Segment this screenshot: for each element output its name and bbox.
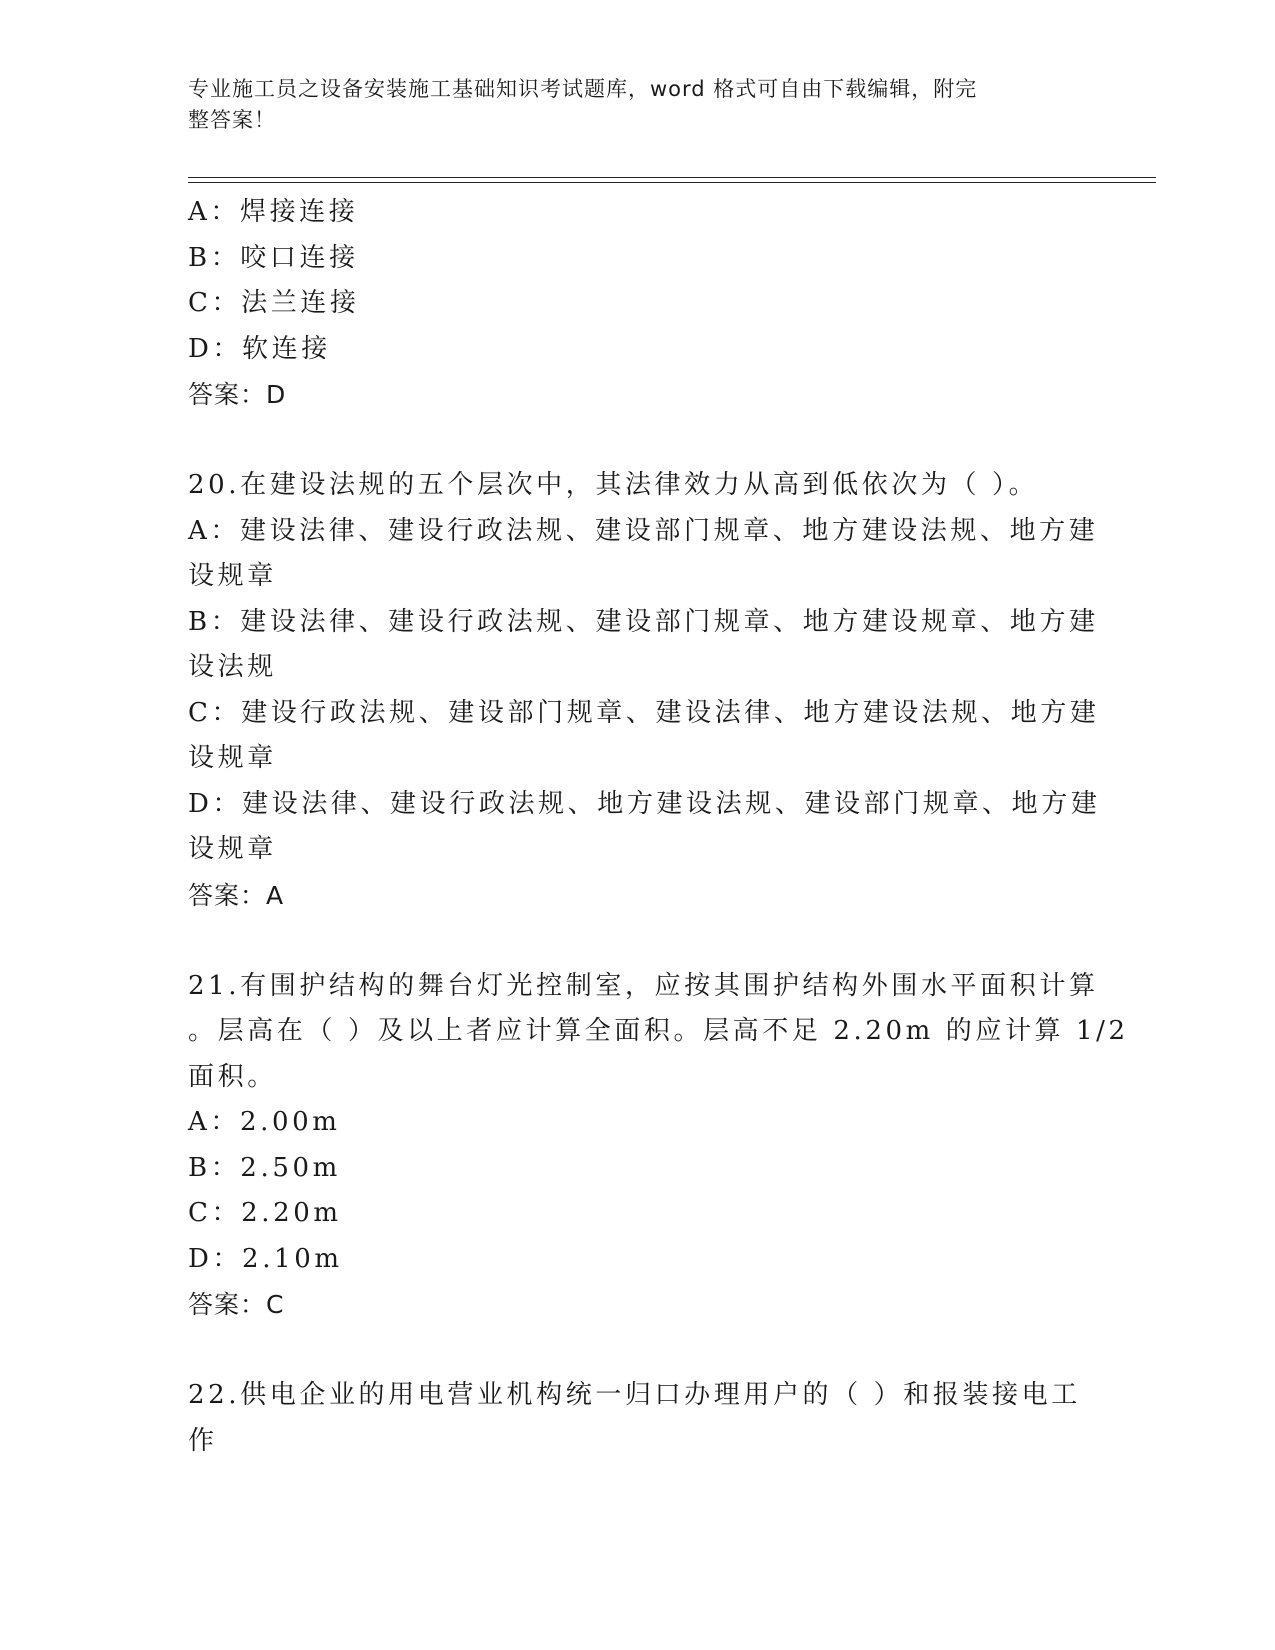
option-b: B：咬口连接 xyxy=(188,242,359,273)
option-b: B：2.50m xyxy=(188,1152,341,1183)
option-a: A：2.00m xyxy=(188,1107,341,1137)
question-stem: 20.在建设法规的五个层次中，其法律效力从高到低依次为（ ）。 xyxy=(188,470,1039,500)
option-d: D：软连接 xyxy=(188,333,331,364)
question-stem-line: 22.供电企业的用电营业机构统一归口办理用户的（ ）和报装接电工 xyxy=(188,1380,1081,1410)
spacer xyxy=(188,1328,1088,1374)
spacer xyxy=(188,418,1088,464)
option-line: C：建设行政法规、建设部门规章、建设法律、地方建设法规、地方建 xyxy=(188,697,1100,728)
option-line: B：建设法律、建设行政法规、建设部门规章、地方建设规章、地方建 xyxy=(188,606,1099,637)
document-header xyxy=(188,74,1068,136)
question-20 xyxy=(188,463,1101,918)
answer: 答案：D xyxy=(188,380,287,409)
option-a: A：焊接连接 xyxy=(188,197,359,227)
question-21 xyxy=(188,964,1129,1328)
option-c: C：2.20m xyxy=(188,1198,342,1228)
question-content xyxy=(188,190,1129,1464)
question-stem-line: 21.有围护结构的舞台灯光控制室，应按其围护结构外围水平面积计算 xyxy=(188,970,1099,1001)
question-stem-line: 作 xyxy=(188,1425,218,1456)
option-line: A：建设法律、建设行政法规、建设部门规章、地方建设法规、地方建 xyxy=(188,515,1099,546)
answer: 答案：C xyxy=(188,1290,285,1319)
question-22 xyxy=(188,1373,1088,1464)
option-line: 设规章 xyxy=(188,834,277,864)
option-d: D：2.10m xyxy=(188,1243,343,1274)
option-b xyxy=(188,600,1099,691)
question-stem-line: 面积。 xyxy=(188,1061,277,1092)
header-divider-bottom xyxy=(188,182,1156,183)
header-line-2: 整答案！ xyxy=(188,108,276,132)
spacer xyxy=(188,918,1088,964)
option-line: D：建设法律、建设行政法规、地方建设法规、建设部门规章、地方建 xyxy=(188,788,1101,819)
option-line: 设规章 xyxy=(188,561,277,591)
option-c: C：法兰连接 xyxy=(188,288,360,318)
option-line: 设规章 xyxy=(188,743,277,773)
question-stem-line: 。层高在（ ）及以上者应计算全面积。层高不足 2.20m 的应计算 1/2 xyxy=(188,1016,1129,1046)
question-19 xyxy=(188,190,1088,418)
option-d xyxy=(188,782,1101,873)
option-a xyxy=(188,509,1099,600)
answer: 答案：A xyxy=(188,880,285,910)
option-c xyxy=(188,691,1100,782)
header-line-1: 专业施工员之设备安装施工基础知识考试题库，word 格式可自由下载编辑，附完 xyxy=(188,77,978,101)
header-divider-top xyxy=(188,177,1156,178)
option-line: 设法规 xyxy=(188,652,277,682)
